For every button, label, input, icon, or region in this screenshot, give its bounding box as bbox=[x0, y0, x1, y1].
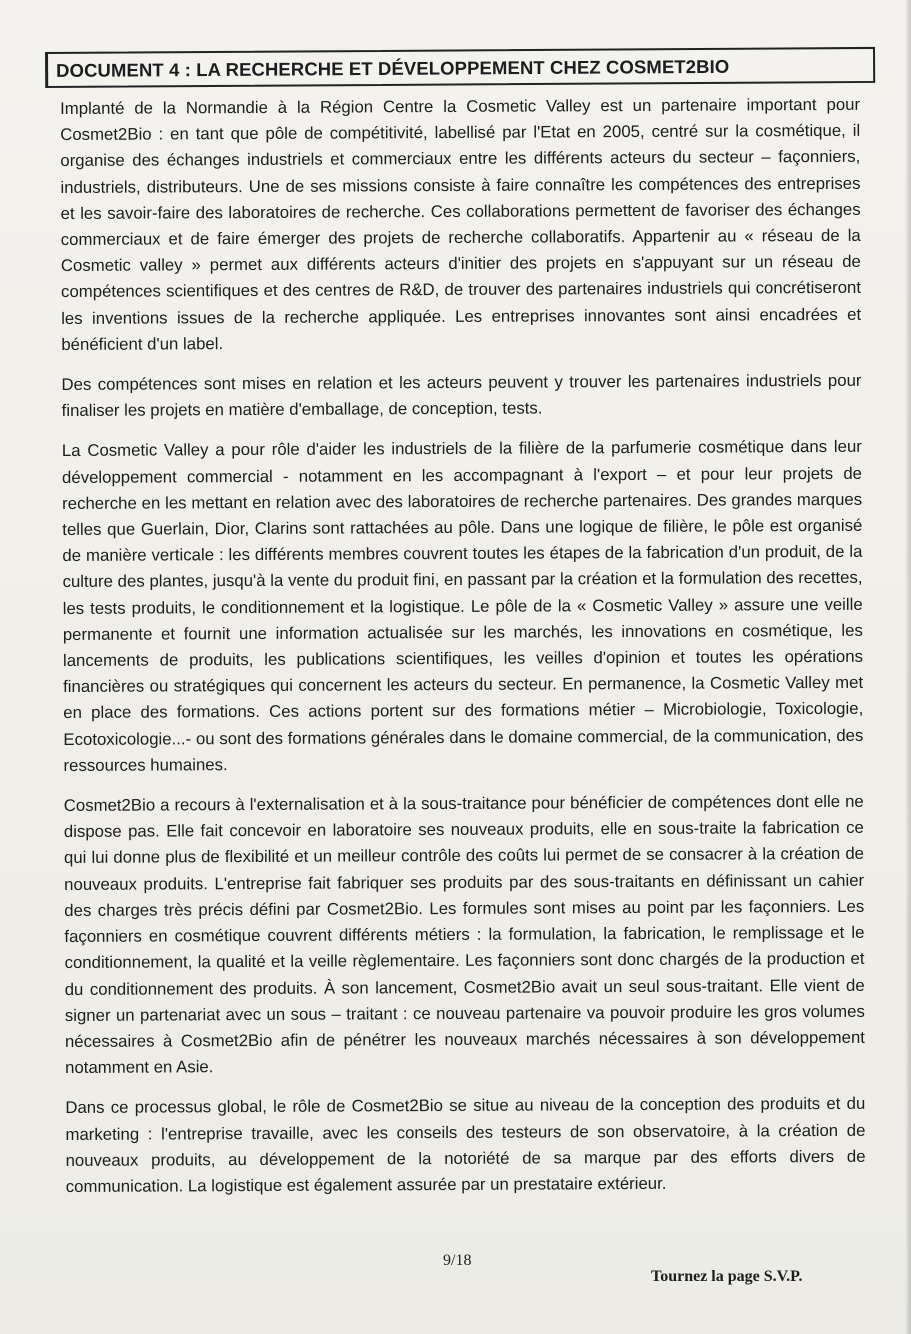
document-body bbox=[60, 92, 866, 1214]
paragraph-cosmetic-valley-role: La Cosmetic Valley a pour rôle d'aider les industriels de la filière de la parfumerie cosmétique dans leur développement commercial - notamment en les accompagnant à l'export – et pour leur projets de recherche en les mettant en relation avec des laboratoires de recherche partenaires. Des grandes marques telles que Guerlain, Dior, Clarins sont rattachées au pôle. Dans une logique de filière, le pôle est organisé de manière verticale : les différents membres couvrent toutes les étapes de la fabrication d'un produit, de la culture des plantes, jusqu'à la vente du produit fini, en passant par la création et la formulation des recettes, les tests produits, le conditionnement et la logistique. Le pôle de la « Cosmetic Valley » assure une veille permanente et fournit une information actualisée sur les marchés, les innovations en cosmétique, les lancements de produits, les publications scientifiques, les veilles d'opinion et toutes les opérations financières ou stratégiques qui concernent les acteurs du secteur. En permanence, la Cosmetic Valley met en place des formations. Ces actions portent sur des formations métier – Microbiologie, Toxicologie, Ecotoxicologie...- ou sont des formations générales dans le domaine commercial, de la communication, des ressources humaines. bbox=[61, 437, 864, 775]
page-number: 9/18 bbox=[443, 1252, 472, 1269]
turn-page-note: Tournez la page S.V.P. bbox=[651, 1268, 803, 1285]
paragraph-externalisation: Cosmet2Bio a recours à l'externalisation et à la sous-traitance pour bénéficier de compétences dont elle ne dispose pas. Elle fait concevoir en laboratoire ses nouveaux produits, elle en sous-traite la fabrication ce qui lui donne plus de flexibilité et un meilleur contrôle des coûts lui permet de se consacrer à la création de nouveaux produits. L'entreprise fait fabriquer ses produits par des sous-traitants en définissant un cahier des charges très précis défini par Cosmet2Bio. Les formules sont mises au point par les façonniers. Les façonniers en cosmétique couvrent différents métiers : la formulation, la fabrication, le remplissage et le conditionnement, la qualité et la veille règlementaire. Les façonniers sont donc chargés de la production et du conditionnement des produits. À son lancement, Cosmet2Bio avait un seul sous-traitant. Elle vient de signer un partenariat avec un sous – traitant : ce nouveau partenaire va pouvoir produire les gros volumes nécessaires à Cosmet2Bio afin de pénétrer les nouveaux marchés nécessaires à son développement notamment en Asie. bbox=[63, 791, 865, 1078]
page-edge-shadow bbox=[905, 0, 911, 1334]
document-title: DOCUMENT 4 : LA RECHERCHE ET DÉVELOPPEMENT CHEZ COSMET2BIO bbox=[56, 55, 730, 81]
document-title-box bbox=[45, 47, 875, 88]
paragraph-global-process: Dans ce processus global, le rôle de Cosmet2Bio se situe au niveau de la conception des produits et du marketing : l'entreprise travaille, avec les conseils des testeurs de son observatoire, à la création de nouveaux produits, au développement de la notoriété de sa marque par des efforts divers de communication. La logistique est également assurée par un prestataire extérieur. bbox=[65, 1094, 866, 1196]
paragraph-cosmetic-valley-intro: Implanté de la Normandie à la Région Centre la Cosmetic Valley est un partenaire important pour Cosmet2Bio : en tant que pôle de compétitivité, labellisé par l'Etat en 2005, centré sur la cosmétique, il organise des échanges industriels et commerciaux entre les différents acteurs du secteur – façonniers, industriels, distributeurs. Une de ses missions consiste à faire connaître les compétences des entreprises et les savoir-faire des laboratoires de recherche. Ces collaborations permettent de favoriser des échanges commerciaux et de faire émerger des projets de recherche collaboratifs. Appartenir au « réseau de la Cosmetic valley » permet aux différents acteurs d'initier des projets en s'appuyant sur un réseau de compétences scientifiques et des centres de R&D, de trouver des partenaires industriels qui concrétiseront les inventions issues de la recherche appliquée. Les entreprises innovantes sont ainsi encadrées et bénéficient d'un label. bbox=[60, 94, 862, 354]
paragraph-competences: Des compétences sont mises en relation et les acteurs peuvent y trouver les partenaires industriels pour finaliser les projets en matière d'emballage, de conception, tests. bbox=[61, 370, 862, 421]
